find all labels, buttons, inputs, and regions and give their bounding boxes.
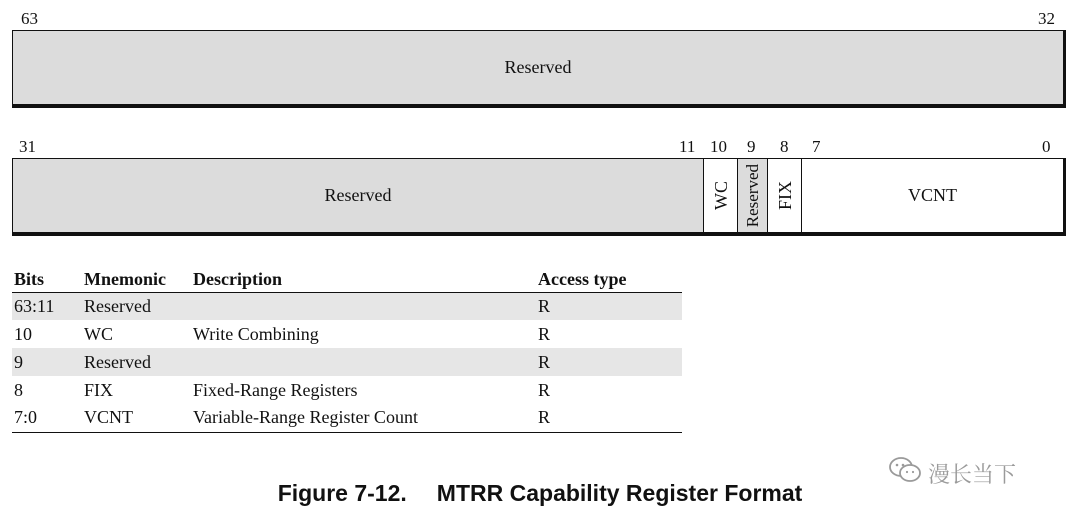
table-row xyxy=(12,292,682,320)
vcnt-field xyxy=(802,159,1063,232)
cell-mnemonic: VCNT xyxy=(84,407,133,428)
cell-mnemonic: Reserved xyxy=(82,292,191,320)
bit9-reserved-field xyxy=(738,159,768,232)
cell-mnemonic: FIX xyxy=(84,379,114,400)
header-access-type: Access type xyxy=(538,268,627,289)
table-row xyxy=(12,348,682,376)
header-mnemonic: Mnemonic xyxy=(84,268,166,289)
cell-description: Variable-Range Register Count xyxy=(193,407,418,428)
table-row xyxy=(12,404,682,432)
bit-label-0: 0 xyxy=(1042,137,1051,156)
bit-label-31: 31 xyxy=(19,137,36,156)
header-bits: Bits xyxy=(14,268,45,289)
wc-label: WC xyxy=(710,181,731,210)
bit-description-table xyxy=(12,266,682,433)
upper-register xyxy=(12,30,1066,108)
bit-label-8: 8 xyxy=(780,137,789,156)
cell-access: R xyxy=(538,379,551,400)
cell-access: R xyxy=(538,323,551,344)
bit-label-9: 9 xyxy=(747,137,756,156)
watermark-text: 漫长当下 xyxy=(928,462,1017,488)
fix-field xyxy=(768,159,802,232)
figure-title: MTRR Capability Register Format xyxy=(436,480,803,506)
figure-number: Figure 7-12. xyxy=(277,480,407,506)
lower-reserved-label: Reserved xyxy=(324,185,392,205)
wc-field xyxy=(704,159,738,232)
cell-bits: 7:0 xyxy=(14,407,38,428)
cell-description xyxy=(191,292,536,320)
cell-mnemonic: WC xyxy=(84,323,113,344)
bit9-reserved-label: Reserved xyxy=(743,163,762,228)
cell-bits: 63:11 xyxy=(12,292,82,320)
cell-bits: 9 xyxy=(12,348,82,376)
lower-register xyxy=(12,158,1066,236)
cell-access: R xyxy=(536,292,682,320)
bit-label-11: 11 xyxy=(679,137,696,156)
bit-label-63: 63 xyxy=(21,9,38,28)
table-row xyxy=(12,376,682,404)
cell-description: Write Combining xyxy=(193,323,319,344)
cell-description xyxy=(191,348,536,376)
upper-reserved-label: Reserved xyxy=(504,57,572,77)
table-row xyxy=(12,320,682,348)
upper-reserved-field xyxy=(13,31,1063,104)
cell-bits: 10 xyxy=(14,323,32,344)
vcnt-label: VCNT xyxy=(908,185,957,205)
figure-caption xyxy=(0,480,1080,507)
lower-reserved-field xyxy=(13,159,704,232)
cell-description: Fixed-Range Registers xyxy=(193,379,358,400)
cell-bits: 8 xyxy=(14,379,23,400)
table-header-row xyxy=(12,266,682,292)
bit-label-32: 32 xyxy=(1038,9,1055,28)
bit-label-10: 10 xyxy=(710,137,727,156)
cell-mnemonic: Reserved xyxy=(82,348,191,376)
header-description: Description xyxy=(193,268,282,289)
cell-access: R xyxy=(538,407,551,428)
bit-label-7: 7 xyxy=(812,137,821,156)
cell-access: R xyxy=(536,348,682,376)
fix-label: FIX xyxy=(774,180,795,210)
